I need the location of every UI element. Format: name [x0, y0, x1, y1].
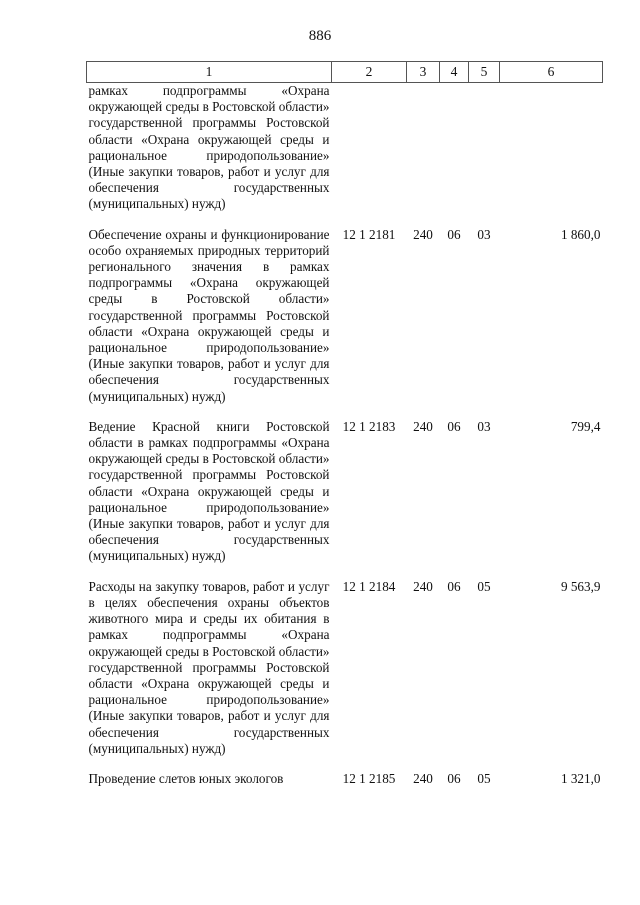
row-description: рамках подпрограммы «Охрана окружающей среды в Ростовской области» государственной программы Ростовской области «Охрана окружающей среды и рациональное природопользование» (Иные закупки товаров, работ и услуг для обеспечения государственных (муниципальных) нужд) [88, 83, 330, 212]
column-header: 2 [332, 62, 407, 83]
row-spacer [87, 757, 603, 771]
table-row [87, 419, 603, 565]
row-description: Обеспечение охраны и функционирование особо охраняемых природных территорий регионального значения в рамках подпрограммы «Охрана окружающей среды в Ростовской области» государственной программы Ростовской области «Охрана окружающей среды и рациональное природопользование» (Иные закупки товаров, работ и услуг для обеспечения государственных (муниципальных) нужд) [88, 226, 330, 404]
subsection-code: 05 [477, 770, 491, 786]
table-row [87, 83, 603, 213]
subsection-code: 05 [477, 578, 491, 594]
page-number: 886 [308, 28, 332, 44]
target-article-code [332, 83, 407, 213]
subsection-code: 03 [477, 226, 491, 242]
subsection-code: 03 [477, 418, 491, 434]
table-header-row [87, 62, 603, 83]
target-article-code: 12 1 2184 [342, 578, 396, 594]
column-header: 4 [440, 62, 469, 83]
expense-type-code: 240 [413, 418, 433, 434]
row-description: Проведение слетов юных экологов [88, 770, 284, 786]
expense-type-code: 240 [413, 578, 433, 594]
row-description: Расходы на закупку товаров, работ и услуг в целях обеспечения охраны объектов животного мира и среды их обитания в рамках подпрограммы «Охрана окружающей среды в Ростовской области» государственной программы Ростовской области «Охрана окружающей среды и рациональное природопользование» (Иные закупки товаров, работ и услуг для обеспечения государственных (муниципальных) нужд) [88, 578, 330, 756]
column-header: 6 [500, 62, 603, 83]
row-spacer [87, 565, 603, 579]
expense-type-code [407, 83, 440, 213]
section-code: 06 [447, 226, 461, 242]
section-code: 06 [447, 770, 461, 786]
target-article-code: 12 1 2185 [342, 770, 396, 786]
budget-table [86, 61, 603, 787]
column-header: 1 [87, 62, 332, 83]
row-spacer [87, 213, 603, 227]
expense-type-code: 240 [413, 770, 433, 786]
expense-type-code: 240 [413, 226, 433, 242]
section-code: 06 [447, 578, 461, 594]
section-code: 06 [447, 418, 461, 434]
table-row [87, 227, 603, 405]
amount: 1 321,0 [560, 770, 601, 786]
subsection-code [469, 83, 500, 213]
table-row [87, 771, 603, 787]
amount: 799,4 [570, 418, 601, 434]
target-article-code: 12 1 2181 [342, 226, 396, 242]
column-header: 3 [407, 62, 440, 83]
target-article-code: 12 1 2183 [342, 418, 396, 434]
section-code [440, 83, 469, 213]
column-header: 5 [469, 62, 500, 83]
row-spacer [87, 405, 603, 419]
amount: 1 860,0 [560, 226, 601, 242]
table-row [87, 579, 603, 757]
row-description: Ведение Красной книги Ростовской области в рамках подпрограммы «Охрана окружающей среды в Ростовской области» государственной программы Ростовской области «Охрана окружающей среды и рациональное природопользование» (Иные закупки товаров, работ и услуг для обеспечения государственных (муниципальных) нужд) [88, 418, 330, 564]
amount: 9 563,9 [560, 578, 601, 594]
amount [500, 83, 603, 213]
